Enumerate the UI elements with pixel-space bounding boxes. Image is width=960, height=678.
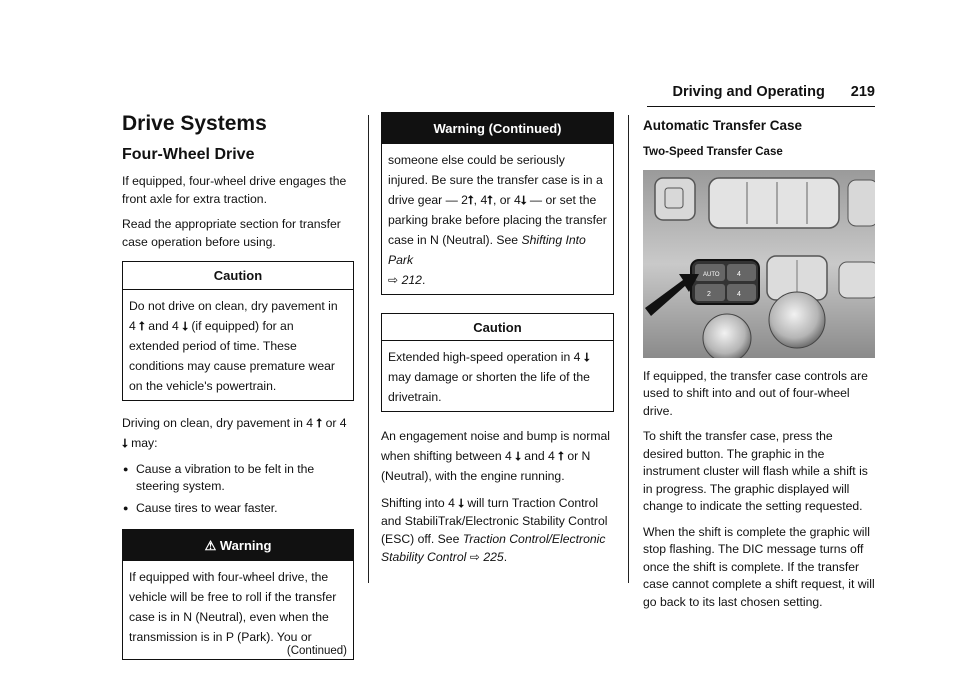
caution-text: Extended high-speed operation in 4 ⭣ may damage or shorten the life of the drivetrain. — [388, 350, 590, 404]
continued-label: (Continued) — [286, 644, 347, 657]
section-heading: Four-Wheel Drive — [122, 146, 255, 163]
running-header — [120, 84, 875, 104]
page-title: Drive Systems — [122, 112, 267, 135]
paragraph: An engagement noise and bump is normal when shifting between 4 ⭣ and 4 ⭡ or N (Neutral), with the engine running. — [381, 429, 610, 483]
caution-title: Caution — [382, 314, 613, 342]
bullet-icon: ● — [123, 502, 129, 513]
warning-text: If equipped with four-wheel drive, the vehicle will be free to roll if the transfer case is in N (Neutral), even when the transmission is in P (Park). You or (Continued) — [129, 569, 347, 657]
caution-box — [122, 261, 354, 401]
warning-continued-box — [381, 112, 614, 295]
column-1 — [122, 112, 354, 672]
subsection-heading: Two-Speed Transfer Case — [643, 146, 783, 158]
warning-box — [122, 529, 354, 660]
arrow-up-icon: ⭡ — [558, 449, 564, 463]
column-divider — [368, 115, 369, 583]
column-2 — [381, 112, 614, 574]
arrow-down-icon: ⭣ — [458, 496, 464, 510]
paragraph: Shifting into 4 ⭣ will turn Traction Control and StabiliTrak/Electronic Stability Control (ESC) off. See Traction Control/Electronic Stability Control ⇨ 225. — [381, 496, 608, 564]
bullet-icon: ● — [123, 463, 129, 474]
auto-button-label: AUTO — [703, 271, 720, 278]
paragraph: When the shift is complete the graphic will stop flashing. The DIC message turns off once the shift is complete. If the transfer case cannot complete a shift request, it will go back to its last chosen setting. — [643, 524, 875, 609]
paragraph: To shift the transfer case, press the desired button. The graphic in the instrument cluster will flash while a shift is in progress. The graphic displayed will change to indicate the setting requested. — [643, 429, 868, 513]
header-section: Driving and Operating — [672, 84, 825, 100]
page-ref-icon: ⇨ — [469, 550, 480, 564]
paragraph: Driving on clean, dry pavement in 4 ⭡ or 4 ⭣ may: — [122, 415, 347, 450]
paragraph: If equipped, the transfer case controls are used to shift into and out of four-wheel drive. — [643, 368, 868, 418]
page-ref-number[interactable]: 225 — [483, 550, 504, 564]
column-divider — [628, 115, 629, 583]
twohi-button-label: 2 — [707, 290, 711, 298]
section-heading: Automatic Transfer Case — [643, 118, 803, 133]
arrow-up-icon: ⭡ — [467, 192, 474, 207]
caution-box — [381, 313, 614, 413]
fourhi-button-label: 4 — [737, 270, 741, 278]
cross-reference-link[interactable]: Shifting Into Park — [388, 232, 586, 267]
cross-reference-link[interactable]: Traction Control/Electronic Stability Control — [381, 532, 606, 564]
caution-title: Caution — [123, 262, 353, 290]
warning-icon: ⚠ — [204, 538, 217, 553]
arrow-up-icon: ⭡ — [139, 318, 145, 333]
transfer-case-controls-photo — [643, 170, 875, 358]
bullet-list — [122, 461, 354, 518]
page-ref-number[interactable]: 212 — [401, 272, 422, 287]
warning-title: ⚠ Warning — [123, 530, 353, 561]
arrow-up-icon: ⭡ — [316, 415, 323, 430]
arrow-down-icon: ⭣ — [182, 318, 188, 333]
list-item: ● Cause a vibration to be felt in the steering system. — [123, 461, 315, 493]
warning-text: someone else could be seriously injured. Be sure the transfer case is in a drive gear — 2⭡, 4⭡, or 4⭣ — or set the parking brake before placing the transfer case in N (Neutral). See Shifting Into Park ⇨ 212. — [388, 152, 607, 287]
warning-title: Warning (Continued) — [382, 113, 613, 144]
caution-text: Do not drive on clean, dry pavement in 4 ⭡ and 4 ⭣ (if equipped) for an extended period of time. These conditions may cause premature wear on the vehicle's powertrain. — [129, 298, 338, 393]
paragraph: If equipped, four-wheel drive engages the front axle for extra traction. — [122, 174, 347, 206]
arrow-down-icon: ⭣ — [515, 449, 521, 463]
arrow-down-icon: ⭣ — [520, 192, 527, 207]
page-ref-icon: ⇨ — [388, 272, 399, 287]
header-rule — [647, 106, 875, 107]
arrow-down-icon: ⭣ — [583, 350, 590, 364]
arrow-up-icon: ⭡ — [487, 192, 493, 207]
page-number: 219 — [850, 84, 875, 100]
list-item: ● Cause tires to wear faster. — [122, 500, 354, 518]
paragraph: Read the appropriate section for transfer case operation before using. — [122, 217, 341, 249]
fourlo-button-label: 4 — [737, 290, 741, 298]
arrow-down-icon: ⭣ — [122, 435, 128, 450]
column-3 — [643, 112, 875, 619]
